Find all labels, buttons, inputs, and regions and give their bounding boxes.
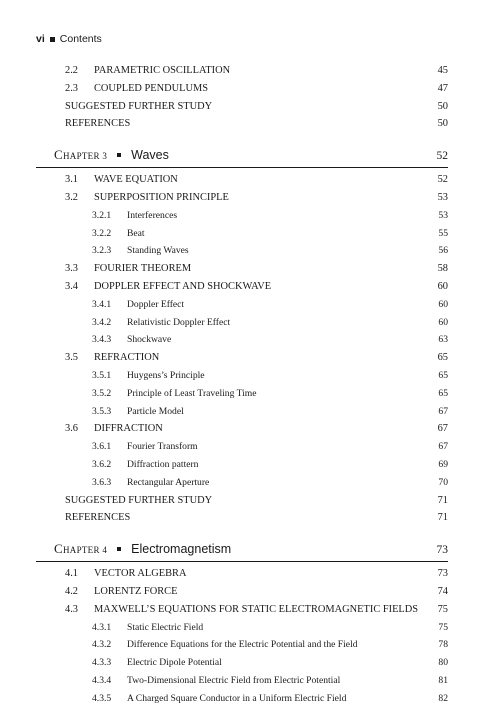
entry-title: DIFFRACTION [94, 423, 163, 435]
entry-title: Shockwave [127, 334, 172, 346]
entry-number: 3.3 [65, 263, 78, 275]
entry-number: 4.3.2 [92, 639, 112, 651]
toc-entry[interactable] [36, 62, 448, 80]
chapter-heading-left [54, 145, 169, 166]
entry-page: 50 [437, 118, 448, 130]
square-bullet-icon [117, 153, 121, 157]
entry-number: 3.5.1 [92, 369, 112, 381]
entry-page: 75 [438, 621, 448, 633]
entry-title: Diffraction pattern [127, 458, 199, 470]
toc-entry[interactable] [36, 385, 448, 403]
entry-page: 50 [437, 100, 448, 112]
entry-number: 3.4 [65, 280, 78, 292]
entry-number: 4.3.3 [92, 657, 112, 669]
toc-entry[interactable] [36, 314, 448, 332]
toc-entry[interactable] [36, 207, 448, 225]
toc-entry[interactable] [36, 242, 448, 260]
entry-page: 53 [437, 191, 448, 203]
toc-entry[interactable] [36, 260, 448, 278]
square-bullet-icon [117, 547, 121, 551]
entry-page: 71 [437, 512, 448, 524]
entry-title: VECTOR ALGEBRA [94, 568, 187, 580]
entry-number: 3.2.1 [92, 209, 112, 221]
entry-title: Static Electric Field [127, 621, 204, 633]
entry-number: 3.5.3 [92, 405, 112, 417]
entry-number: 3.5 [65, 352, 78, 364]
toc-entry[interactable] [36, 636, 448, 654]
entry-number: 3.6 [65, 423, 78, 435]
entry-number: 3.2.3 [92, 245, 112, 257]
toc-entry[interactable] [36, 583, 448, 601]
toc-entry[interactable] [36, 654, 448, 672]
entry-page: 53 [438, 209, 448, 221]
entry-number: 3.6.1 [92, 441, 112, 453]
chapter-label: CHAPTER 3 [54, 147, 108, 163]
entry-title: REFRACTION [94, 352, 160, 364]
chapter-heading-left [54, 539, 231, 560]
entry-page: 52 [437, 174, 448, 186]
toc-entry[interactable] [36, 456, 448, 474]
entry-title: PARAMETRIC OSCILLATION [94, 65, 231, 76]
entry-page: 82 [438, 692, 448, 704]
entry-page: 71 [437, 494, 448, 506]
entry-page: 60 [437, 280, 448, 292]
entry-number: 3.4.3 [92, 334, 112, 346]
header-running-title: Contents [59, 33, 102, 45]
entry-title: FOURIER THEOREM [94, 263, 192, 275]
toc-entry[interactable] [36, 331, 448, 349]
toc-entry[interactable] [36, 80, 448, 98]
entry-number: 2.2 [65, 65, 78, 76]
entry-page: 73 [437, 568, 448, 580]
entry-page: 67 [437, 423, 448, 435]
entry-title: Relativistic Doppler Effect [127, 316, 231, 328]
entry-number: 4.1 [65, 568, 78, 580]
entry-title: Fourier Transform [127, 441, 198, 453]
table-of-contents [36, 62, 448, 708]
entry-number: 3.1 [65, 174, 78, 186]
entry-title: DOPPLER EFFECT AND SHOCKWAVE [94, 280, 272, 292]
entry-page: 65 [437, 352, 448, 364]
chapter-heading[interactable] [36, 145, 448, 168]
entry-title: Standing Waves [127, 245, 189, 257]
toc-entry[interactable] [36, 474, 448, 492]
running-header [36, 33, 102, 45]
entry-page: 65 [438, 369, 448, 381]
entry-page: 56 [438, 245, 448, 257]
toc-entry[interactable] [36, 278, 448, 296]
entry-page: 70 [438, 476, 448, 488]
entry-title: WAVE EQUATION [94, 174, 178, 186]
chapter-page: 52 [436, 150, 448, 163]
toc-entry[interactable] [36, 367, 448, 385]
entry-title: Electric Dipole Potential [127, 657, 222, 669]
entry-number: 3.5.2 [92, 387, 112, 399]
entry-number: 2.3 [65, 82, 78, 94]
toc-entry[interactable] [36, 492, 448, 510]
toc-entry[interactable] [36, 225, 448, 243]
toc-entry[interactable] [36, 690, 448, 708]
entry-page: 45 [437, 65, 448, 76]
entry-page: 78 [438, 639, 448, 651]
entry-title: Two-Dimensional Electric Field from Electric Potential [127, 674, 341, 686]
entry-page: 80 [438, 657, 448, 669]
entry-title: Doppler Effect [127, 298, 185, 310]
entry-title: Rectangular Aperture [127, 476, 210, 488]
chapter-heading[interactable] [36, 539, 448, 562]
toc-entry[interactable] [36, 171, 448, 189]
chapter-page: 73 [436, 544, 448, 557]
entry-number: 3.6.2 [92, 458, 112, 470]
entry-page: 47 [437, 82, 448, 94]
entry-page: 67 [438, 441, 448, 453]
entry-page: 55 [438, 227, 448, 239]
spacer [36, 133, 448, 141]
toc-entry[interactable] [36, 565, 448, 583]
entry-number: 3.4.1 [92, 298, 112, 310]
toc-entry[interactable] [36, 619, 448, 637]
entry-number: 4.2 [65, 585, 78, 597]
toc-entry[interactable] [36, 601, 448, 619]
entry-number: 3.4.2 [92, 316, 112, 328]
toc-entry[interactable] [36, 509, 448, 527]
entry-page: 81 [438, 674, 448, 686]
entry-title: Difference Equations for the Electric Potential and the Field [127, 639, 358, 651]
toc-entry[interactable] [36, 420, 448, 438]
entry-title: A Charged Square Conductor in a Uniform Electric Field [127, 692, 347, 704]
header-page-number: vi [36, 33, 45, 45]
entry-page: 65 [438, 387, 448, 399]
entry-title: SUGGESTED FURTHER STUDY [65, 100, 213, 112]
toc-entry[interactable] [36, 98, 448, 116]
entry-page: 60 [438, 298, 448, 310]
entry-page: 58 [437, 263, 448, 275]
toc-entry[interactable] [36, 296, 448, 314]
entry-number: 4.3.5 [92, 692, 112, 704]
chapter-title: Waves [131, 148, 169, 163]
toc-entry[interactable] [36, 189, 448, 207]
entry-number: 4.3 [65, 603, 78, 615]
entry-title: REFERENCES [65, 118, 131, 130]
entry-title: Principle of Least Traveling Time [127, 387, 257, 399]
entry-title: MAXWELL’S EQUATIONS FOR STATIC ELECTROMAGNETIC FIELDS [94, 603, 419, 615]
entry-title: Huygens’s Principle [127, 369, 205, 381]
chapter-label: CHAPTER 4 [54, 541, 108, 557]
square-bullet-icon [50, 37, 55, 42]
entry-title: SUPERPOSITION PRINCIPLE [94, 191, 229, 203]
entry-title: Beat [127, 227, 145, 239]
entry-number: 3.6.3 [92, 476, 112, 488]
entry-title: COUPLED PENDULUMS [94, 82, 209, 94]
toc-entry[interactable] [36, 349, 448, 367]
spacer [36, 527, 448, 535]
entry-number: 4.3.1 [92, 621, 112, 633]
toc-entry[interactable] [36, 438, 448, 456]
entry-page: 69 [438, 458, 448, 470]
entry-number: 4.3.4 [92, 674, 112, 686]
toc-entry[interactable] [36, 672, 448, 690]
toc-entry[interactable] [36, 115, 448, 133]
entry-page: 74 [437, 585, 448, 597]
entry-page: 75 [437, 603, 448, 615]
entry-page: 63 [438, 334, 448, 346]
entry-page: 67 [438, 405, 448, 417]
entry-number: 3.2.2 [92, 227, 112, 239]
toc-entry[interactable] [36, 403, 448, 421]
entry-number: 3.2 [65, 191, 78, 203]
entry-title: Interferences [127, 209, 178, 221]
entry-title: REFERENCES [65, 512, 131, 524]
chapter-title: Electromagnetism [131, 542, 232, 557]
entry-title: SUGGESTED FURTHER STUDY [65, 494, 213, 506]
entry-page: 60 [438, 316, 448, 328]
entry-title: LORENTZ FORCE [94, 585, 178, 597]
entry-title: Particle Model [127, 405, 184, 417]
